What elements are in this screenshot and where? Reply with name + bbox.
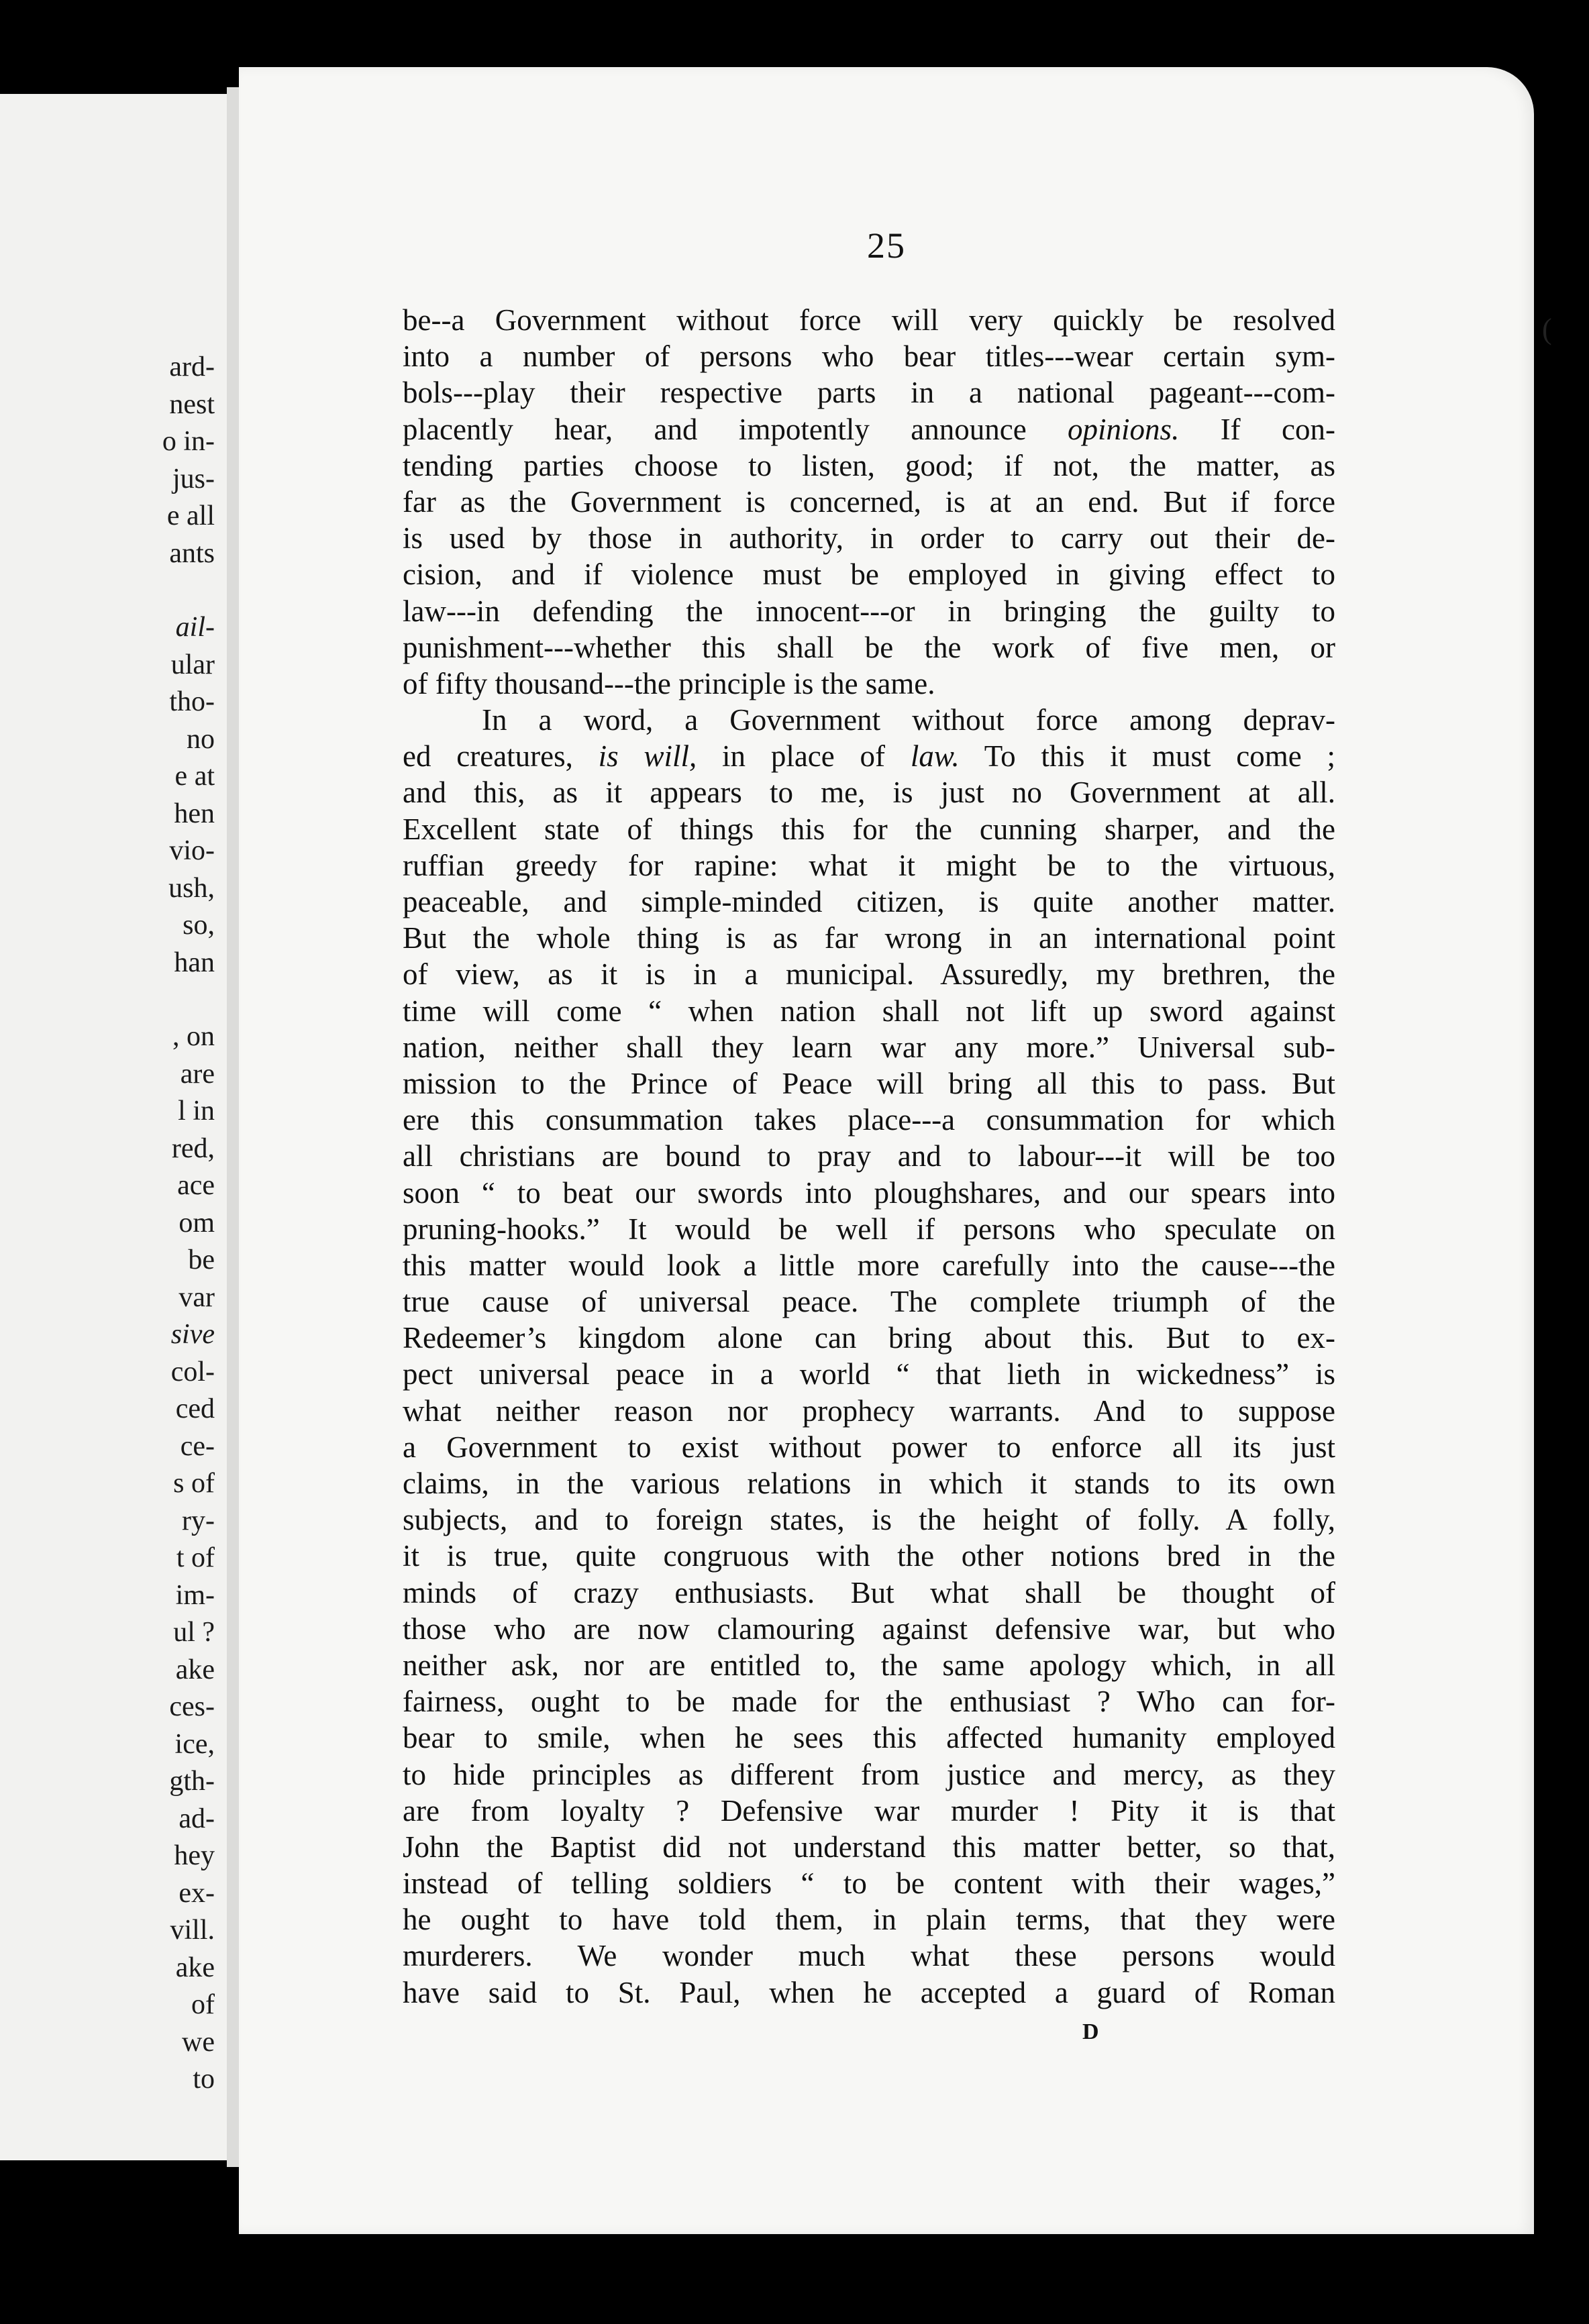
italic-text: is will,: [598, 739, 697, 774]
text-line: time will come “ when nation shall not lift up sword against: [403, 994, 1335, 1028]
text-line: of view, as it is in a municipal. Assuredly, my brethren, the: [403, 957, 1335, 992]
text-line: fairness, ought to be made for the enthusiast ? Who can for-: [403, 1685, 1335, 1719]
text-line: he ought to have told them, in plain terms, that they were: [403, 1903, 1335, 1937]
facing-page-line: , on: [172, 1021, 215, 1052]
facing-page-line: vill.: [170, 1915, 215, 1946]
text-line: all christians are bound to pray and to labour---it will be too: [403, 1139, 1335, 1173]
facing-page-line: ake: [175, 1654, 215, 1685]
text-line: ruffian greedy for rapine: what it might be to the virtuous,: [403, 848, 1335, 882]
facing-page-line: ad-: [178, 1803, 215, 1834]
facing-page-line: ace: [177, 1170, 215, 1201]
text-line: neither ask, nor are entitled to, the same apology which, in all: [403, 1648, 1335, 1682]
facing-page-line: o in-: [162, 426, 215, 457]
facing-page-line: ard-: [169, 352, 215, 382]
facing-page-line: ced: [175, 1393, 215, 1424]
page-body-text: [403, 302, 1335, 2011]
text-line: Redeemer’s kingdom alone can bring about this. But to ex-: [403, 1321, 1335, 1355]
facing-page-line: e at: [174, 761, 215, 792]
text-line: murderers. We wonder much what these persons would: [403, 1939, 1335, 1973]
facing-page-line: hen: [174, 798, 215, 829]
facing-page-line: so,: [183, 910, 215, 941]
facing-page-line: vio-: [169, 835, 215, 866]
facing-page-line: s of: [173, 1468, 215, 1499]
text-line: In a word, a Government without force among deprav-: [482, 703, 1335, 737]
text-run: in place of: [697, 739, 911, 774]
text-line: ere this consummation takes place---a consummation for which: [403, 1103, 1335, 1137]
text-line: peaceable, and simple-minded citizen, is quite another matter.: [403, 885, 1335, 918]
facing-page-line: ice,: [174, 1728, 215, 1760]
text-line: John the Baptist did not understand this matter better, so that,: [403, 1830, 1335, 1864]
facing-page-text: [162, 349, 215, 2099]
text-line: subjects, and to foreign states, is the height of folly. A folly,: [403, 1503, 1335, 1537]
text-line: far as the Government is concerned, is at an end. But if force: [403, 484, 1335, 519]
facing-page-line: ular: [170, 649, 215, 680]
text-line: be--a Government without force will very quickly be resolved: [403, 303, 1335, 337]
text-line: what neither reason nor prophecy warrants. And to suppose: [403, 1393, 1335, 1428]
text-line: But the whole thing is as far wrong in an international point: [403, 921, 1335, 955]
facing-page-line: red,: [171, 1132, 215, 1164]
text-line: [403, 411, 1335, 447]
margin-mark: (: [1542, 313, 1552, 346]
facing-page-line: ail-: [175, 612, 215, 643]
text-line: is used by those in authority, in order to carry out their de-: [403, 521, 1335, 556]
facing-page-line: t of: [176, 1542, 215, 1573]
text-line: [403, 738, 1335, 774]
printer-signature-mark: D: [1082, 2019, 1099, 2044]
text-run: If con-: [1179, 412, 1335, 446]
facing-page-line: ul ?: [173, 1617, 215, 1648]
facing-page-line: l in: [178, 1096, 215, 1126]
facing-page-line: gth-: [169, 1766, 215, 1797]
text-line: have said to St. Paul, when he accepted a guard of Roman: [403, 1975, 1335, 2009]
text-line: tending parties choose to listen, good; if not, the matter, as: [403, 448, 1335, 482]
text-line: bear to smile, when he sees this affected humanity employed: [403, 1721, 1335, 1755]
facing-page-line: [162, 572, 215, 609]
facing-page-line: nest: [169, 388, 215, 420]
text-line: punishment---whether this shall be the work of five men, or: [403, 630, 1335, 664]
text-line: and this, as it appears to me, is just no Government at all.: [403, 776, 1335, 810]
page-number: 25: [867, 225, 906, 266]
italic-text: law.: [910, 739, 960, 774]
facing-page-line: ex-: [178, 1877, 215, 1909]
facing-page-line: han: [174, 947, 215, 978]
facing-page-line: e all: [166, 500, 215, 531]
facing-page-line: ce-: [180, 1430, 215, 1462]
facing-page-line: be: [188, 1245, 215, 1275]
facing-page-line: jus-: [172, 463, 215, 494]
facing-page-line: var: [178, 1281, 215, 1313]
facing-page-line: ces-: [169, 1691, 215, 1722]
italic-text: opinions.: [1068, 412, 1180, 446]
facing-page-line: no: [187, 723, 215, 755]
facing-page-line: sive: [170, 1319, 215, 1350]
facing-page-left: [0, 94, 227, 2160]
text-line: a Government to exist without power to enforce all its just: [403, 1430, 1335, 1464]
text-line: true cause of universal peace. The complete triumph of the: [403, 1285, 1335, 1319]
facing-page-line: hey: [174, 1840, 215, 1871]
text-run: To this it must come ;: [959, 739, 1335, 774]
text-line: minds of crazy enthusiasts. But what shall be thought of: [403, 1575, 1335, 1609]
facing-page-line: col-: [170, 1356, 215, 1387]
text-line: soon “ to beat our swords into ploughshares, and our spears into: [403, 1175, 1335, 1210]
facing-page-line: [162, 982, 215, 1018]
facing-page-line: ake: [175, 1952, 215, 1983]
facing-page-line: om: [178, 1207, 215, 1238]
facing-page-line: we: [182, 2026, 215, 2058]
text-line: pect universal peace in a world “ that lieth in wickedness” is: [403, 1357, 1335, 1391]
text-line: of fifty thousand---the principle is the same.: [403, 666, 935, 700]
facing-page-line: ants: [169, 537, 215, 569]
text-line: it is true, quite congruous with the other notions bred in the: [403, 1539, 1335, 1573]
text-line: those who are now clamouring against defensive war, but who: [403, 1612, 1335, 1646]
text-line: pruning-hooks.” It would be well if persons who speculate on: [403, 1212, 1335, 1246]
facing-page-line: tho-: [169, 686, 215, 717]
text-line: nation, neither shall they learn war any more.” Universal sub-: [403, 1030, 1335, 1064]
text-line: Excellent state of things this for the cunning sharper, and the: [403, 812, 1335, 846]
facing-page-line: im-: [175, 1579, 215, 1611]
text-line: cision, and if violence must be employed in giving effect to: [403, 558, 1335, 592]
text-line: claims, in the various relations in which it stands to its own: [403, 1467, 1335, 1500]
facing-page-line: to: [193, 2064, 215, 2095]
text-line: bols---play their respective parts in a national pageant---com-: [403, 376, 1335, 410]
facing-page-line: are: [180, 1058, 215, 1090]
text-line: law---in defending the innocent---or in bringing the guilty to: [403, 594, 1335, 628]
text-run: ed creatures,: [403, 739, 599, 774]
text-line: mission to the Prince of Peace will bring all this to pass. But: [403, 1066, 1335, 1100]
text-line: to hide principles as different from justice and mercy, as they: [403, 1757, 1335, 1791]
text-line: this matter would look a little more carefully into the cause---the: [403, 1248, 1335, 1282]
text-line: instead of telling soldiers “ to be content with their wages,”: [403, 1866, 1335, 1901]
facing-page-line: ry-: [182, 1505, 215, 1536]
text-run: placently hear, and impotently announce: [403, 412, 1068, 446]
facing-page-line: ush,: [168, 872, 215, 904]
facing-page-line: of: [191, 1989, 215, 2020]
text-line: into a number of persons who bear titles---wear certain sym-: [403, 339, 1335, 374]
text-line: are from loyalty ? Defensive war murder ! Pity it is that: [403, 1793, 1335, 1828]
